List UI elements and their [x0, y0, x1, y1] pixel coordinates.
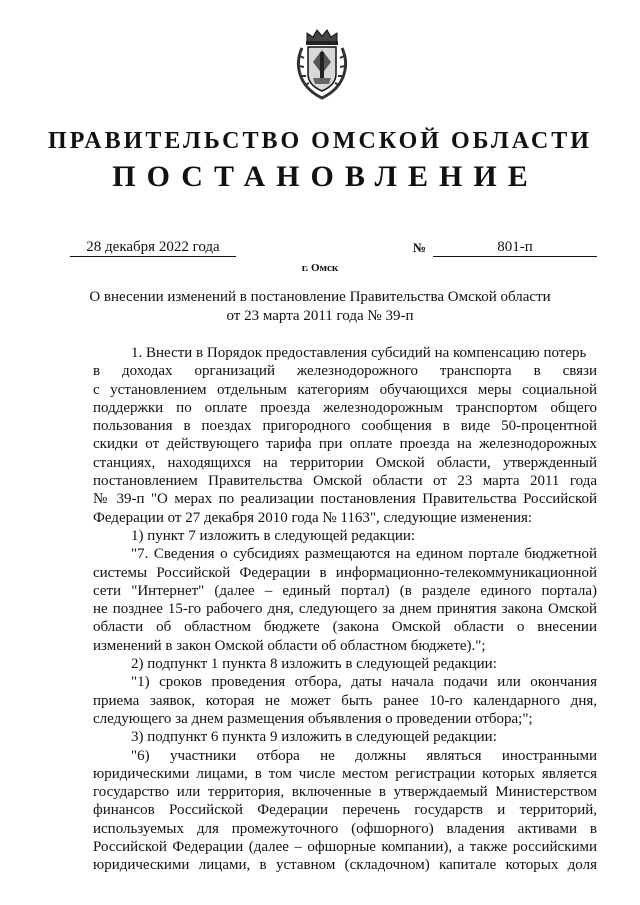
paragraph-line: государство или территория, включенные в утверждаемый Министерством	[93, 784, 597, 801]
paragraph-line: используемых для промежуточного (офшорного) владения активами в	[93, 820, 597, 837]
paragraph-line: приема заявок, которая не может быть ранее 10-го календарного дня,	[93, 692, 597, 709]
paragraph-line: пользования в поездах пригородного сообщения в виде 50-процентной	[93, 418, 597, 435]
paragraph-line: "7. Сведения о субсидиях размещаются на едином портале бюджетной	[131, 546, 597, 563]
omsk-coat-of-arms-emblem	[293, 28, 351, 100]
paragraph-line: финансов Российской Федерации перечень государств и территорий,	[93, 802, 597, 819]
paragraph-line: юридическими лицами, в том числе местом регистрации которых является	[93, 765, 597, 782]
paragraph-line: № 39-п "О мерах по реализации постановления Правительства Российской	[93, 491, 597, 508]
document-body	[93, 344, 597, 875]
paragraph-line: скидки от действующего тарифа при оплате проезда на железнодорожных	[93, 436, 597, 453]
paragraph-line: "1) сроков проведения отбора, даты начала подачи или окончания	[131, 674, 597, 691]
paragraph-line: области об областном бюджете (закона Омской области о внесении	[93, 619, 597, 636]
paragraph-line: поддержки по оплате проезда железнодорожным транспортом общего	[93, 399, 597, 416]
paragraph-line: 1) пункт 7 изложить в следующей редакции:	[131, 527, 416, 544]
subject-line: от 23 марта 2011 года № 39-п	[226, 308, 414, 324]
document-date: 28 декабря 2022 года	[70, 238, 236, 257]
paragraph-line: Федерации от 27 декабря 2010 года № 1163", следующие изменения:	[93, 509, 533, 526]
paragraph-line: юридическими лицами, в уставном (складочном) капитале которых доля	[93, 857, 597, 874]
paragraph-line: не позднее 15-го рабочего дня, следующего за днем принятия закона Омской	[93, 601, 597, 618]
paragraph-line: постановлением Правительства Омской области от 23 марта 2011 года	[93, 473, 597, 490]
paragraph-line: "6) участники отбора не должны являться иностранными	[131, 747, 597, 764]
city-label: г. Омск	[301, 262, 339, 274]
paragraph-line: изменений в закон Омской области об областном бюджете).";	[93, 637, 486, 654]
paragraph-line: 1. Внести в Порядок предоставления субсидий на компенсацию потерь	[131, 345, 587, 361]
organization-title: ПРАВИТЕЛЬСТВО ОМСКОЙ ОБЛАСТИ	[48, 128, 592, 154]
paragraph-line: в доходах организаций железнодорожного транспорта в связи	[93, 363, 597, 380]
document-number: 801-п	[433, 238, 597, 257]
paragraph-line: сети "Интернет" (далее – единый портал) (в разделе единого портала)	[93, 582, 597, 599]
document-type-title: ПОСТАНОВЛЕНИЕ	[112, 160, 539, 193]
subject-line: О внесении изменений в постановление Правительства Омской области	[89, 289, 551, 305]
paragraph-line: с установлением отдельным категориям обучающихся меры социальной	[93, 381, 597, 398]
paragraph-line: 3) подпункт 6 пункта 9 изложить в следующей редакции:	[131, 729, 497, 746]
paragraph-line: следующего за днем размещения объявления о проведении отбора;";	[93, 710, 533, 727]
number-label: №	[413, 240, 427, 255]
paragraph-line: Российской Федерации (далее – офшорные компании), а также российскими	[93, 839, 597, 856]
paragraph-line: станциях, находящихся на территории Омской области, утвержденный	[93, 454, 597, 471]
paragraph-line: системы Российской Федерации в информационно-телекоммуникационной	[93, 564, 597, 581]
paragraph-line: 2) подпункт 1 пункта 8 изложить в следующей редакции:	[131, 656, 497, 673]
document-subject	[80, 288, 560, 326]
